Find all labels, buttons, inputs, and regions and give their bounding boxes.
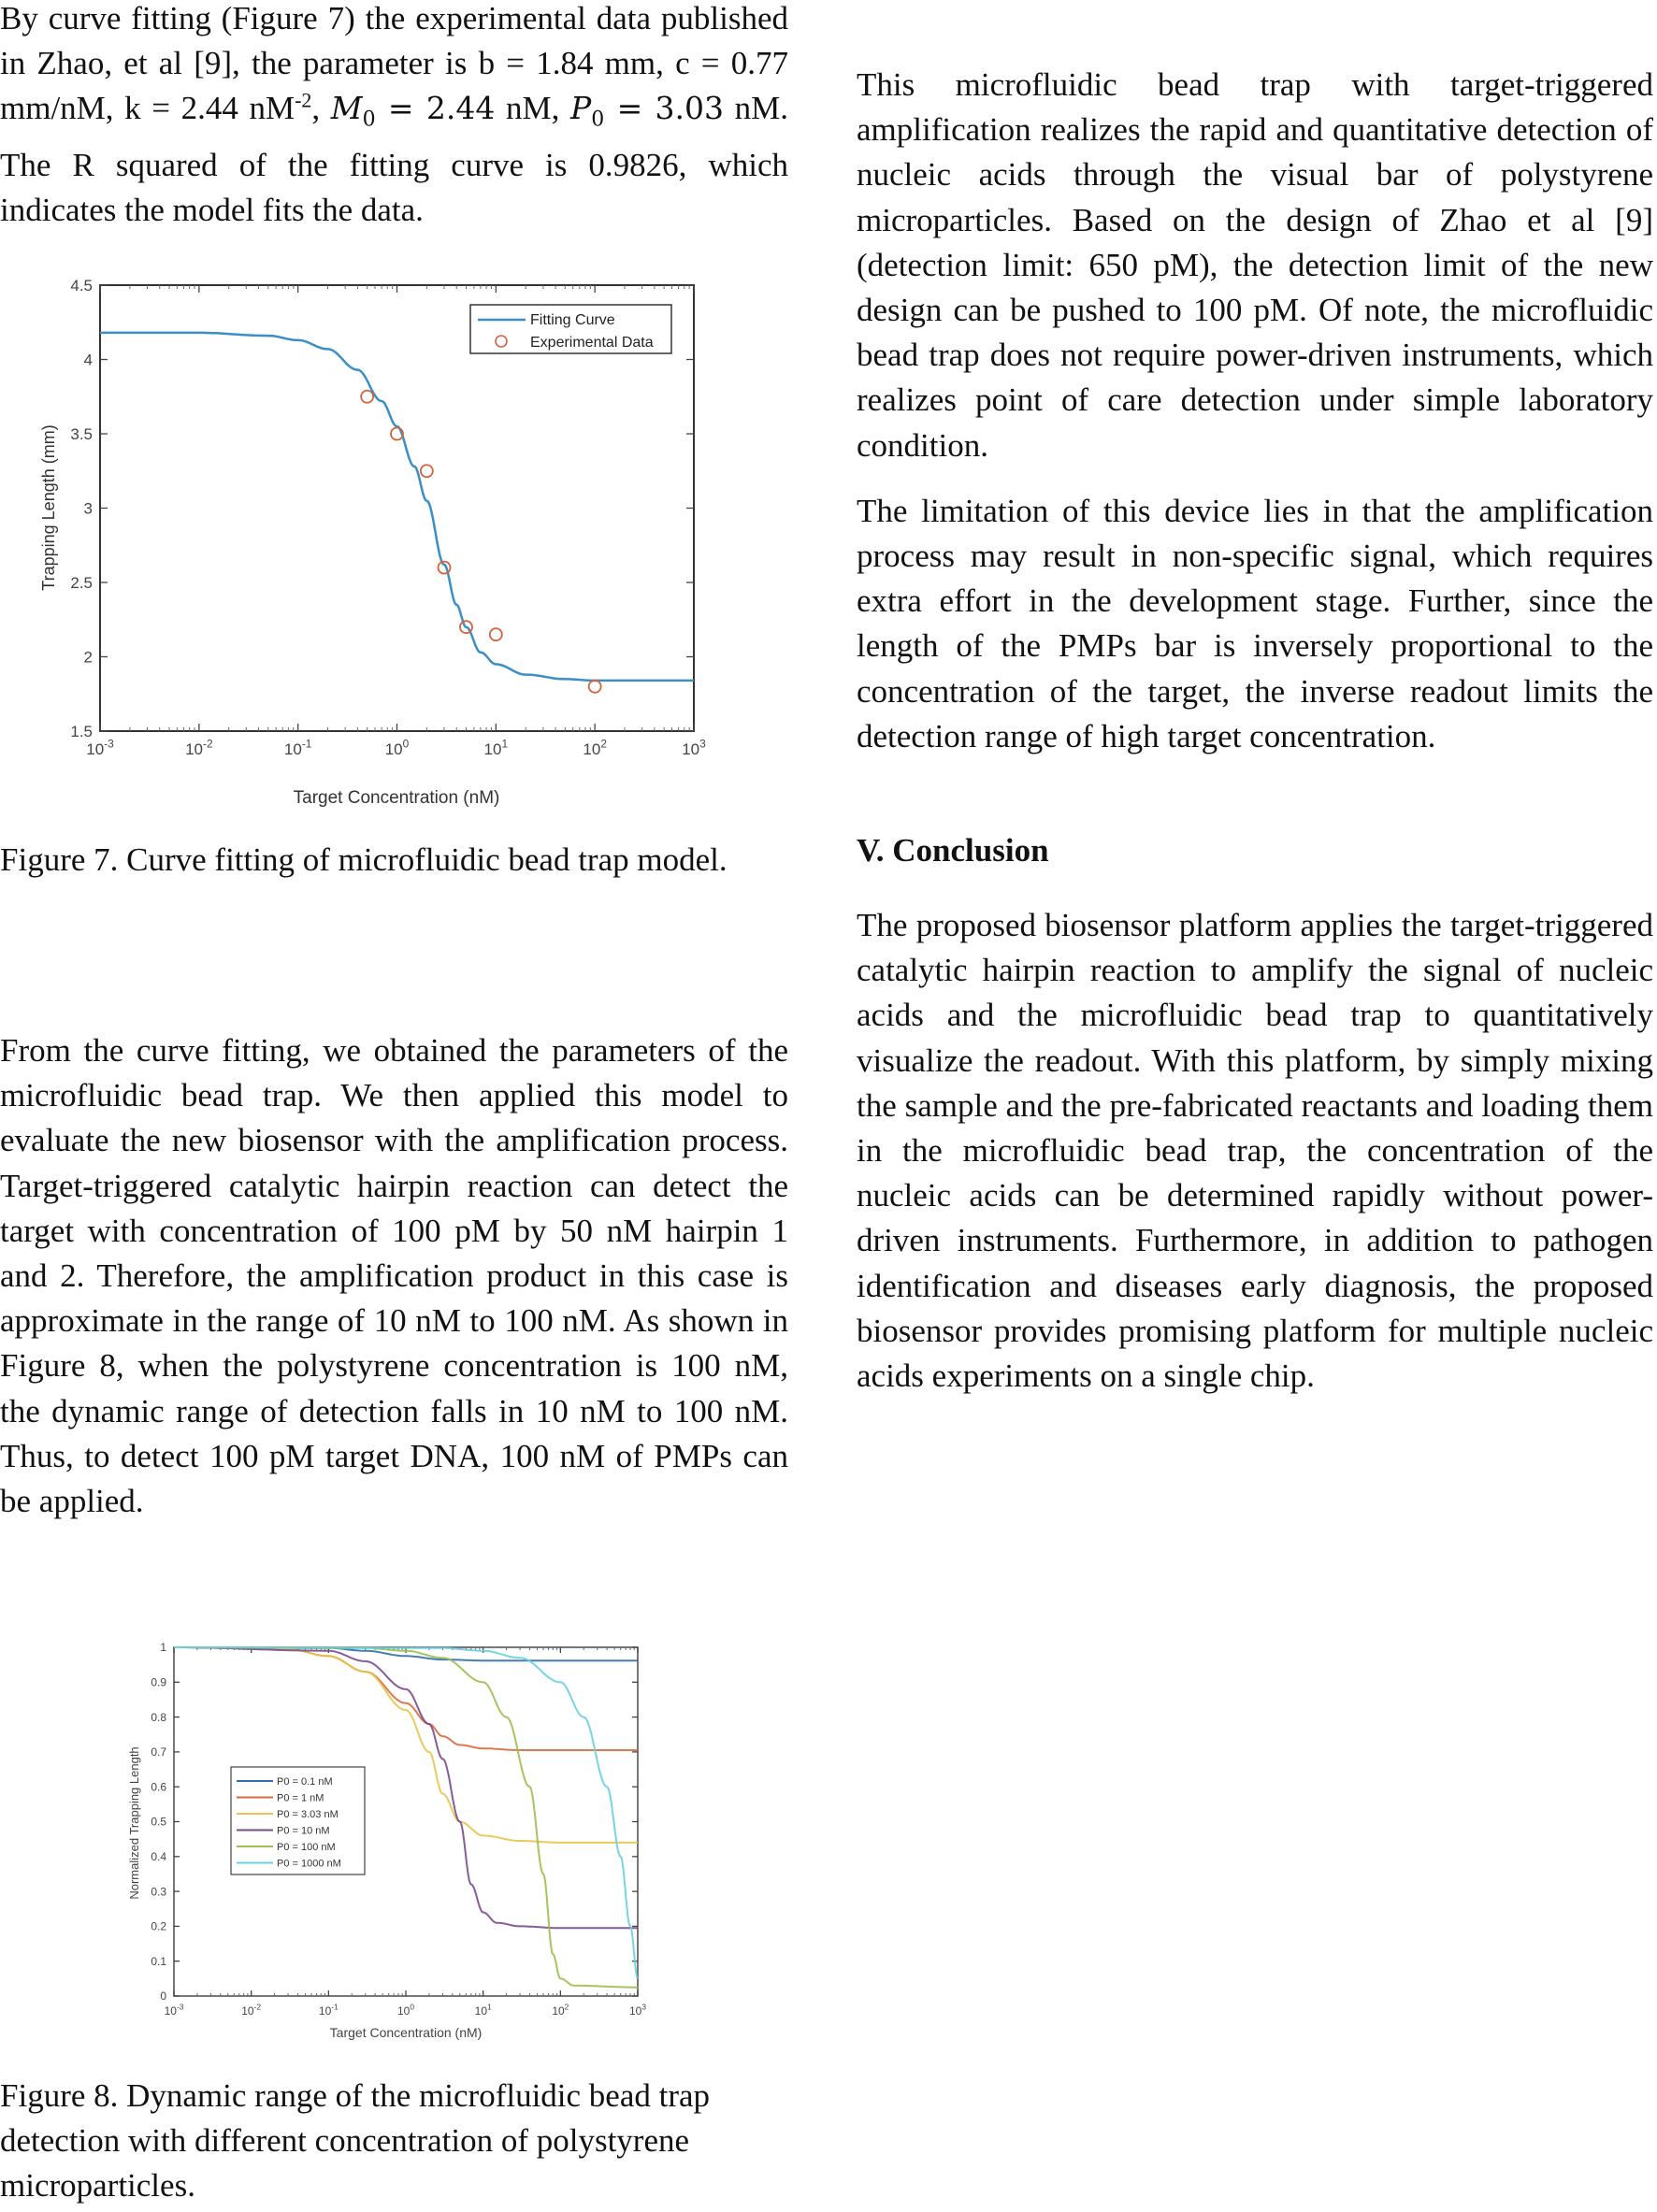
x-tick-label: $10^3$ [682,737,706,758]
y-tick-label: 3.5 [70,424,93,443]
x-tick-label: $10^1$ [483,737,509,758]
x-tick-label: $10^0$ [384,737,410,758]
left-column [0,0,788,234]
figure-8-chart [0,1580,804,2047]
x-tick-label: $10^1$ [474,2002,492,2018]
y-tick-label: 0.6 [151,1780,166,1794]
figure-7-caption-block [0,838,788,883]
y-tick-label: 1.5 [70,722,93,740]
figure-7-experimental-points [361,391,601,693]
x-tick-label: $10^{-3}$ [86,737,114,758]
paragraph-summary: This microfluidic bead trap with target-triggered amplification realizes the rapid and quantitative detection of nucleic acids through the visual bar of polystyrene microparticles. Based on the design of Zhao et al [9] (detection limit: 650 pM), the detection limit of the new design can be pushed to 100 pM. Of note, the microfluidic bead trap does not require power-driven instruments, which realizes point of care detection under simple laboratory condition. [857,66,1653,464]
legend-label: P0 = 100 nM [277,1842,336,1853]
legend-label-fitting-curve: Fitting Curve [530,312,615,328]
figure-7-legend [470,305,671,353]
x-tick-label: $10^2$ [552,2002,569,2018]
data-point-circle-icon [589,681,601,693]
data-point-circle-icon [421,465,433,477]
curve-p0-1-nm [174,1647,638,1750]
legend-label: P0 = 1 nM [277,1792,324,1804]
y-tick-label: 4.5 [70,276,93,294]
paragraph-limitation: The limitation of this device lies in that the amplification process may result in non-specific signal, which requires extra effort in the development stage. Further, since the length of the PMPs bar is inversely proportional to the concentration of the target, the inverse readout limits the detection range of high target concentration. [857,492,1653,754]
legend-label: P0 = 3.03 nM [277,1809,339,1820]
x-tick-label: $10^{-1}$ [318,2002,339,2018]
y-tick-label: 0.5 [151,1815,166,1829]
section-heading-conclusion: V. Conclusion [857,832,1049,869]
legend-label: P0 = 1000 nM [277,1858,341,1870]
y-tick-label: 2 [83,648,93,667]
figure-7-x-axis-label: Target Concentration (nM) [293,788,500,808]
figure-7-chart [0,262,804,813]
y-tick-label: 4 [83,351,93,369]
y-tick-label: 1 [160,1641,166,1655]
figure-7-caption: Figure 7. Curve fitting of microfluidic bead trap model. [0,841,728,878]
figure-8-caption-block [0,2074,788,2209]
paragraph-model-application: From the curve fitting, we obtained the parameters of the microfluidic bead trap. We then applied this model to evaluate the new biosensor with the amplification process. Target-triggered catalytic hairpin reaction can detect the target with concentration of 100 pM by 50 nM hairpin 1 and 2. Therefore, the amplification product in this case is approximate in the range of 10 nM to 100 nM. As shown in Figure 8, when the polystyrene concentration is 100 nM, the dynamic range of detection falls in 10 nM to 100 nM. Thus, to detect 100 pM target DNA, 100 nM of PMPs can be applied. [0,1032,788,1520]
y-tick-label: 0 [160,1989,166,2004]
x-tick-label: $10^2$ [583,737,607,758]
y-tick-label: 2.5 [70,573,93,592]
legend-label-experimental-data: Experimental Data [530,335,654,351]
x-tick-label: $10^0$ [396,2002,415,2018]
legend-label: P0 = 0.1 nM [277,1776,333,1788]
figure-8-legend [231,1767,365,1874]
y-tick-label: 0.3 [151,1885,166,1899]
x-tick-label: $10^{-1}$ [283,737,312,758]
paragraph-curve-fitting-parameters: By curve fitting (Figure 7) the experimental data published in Zhao, et al [9], the parameter is b = 1.84 mm, c = 0.77 mm/nM, k = 2.44 $nM^{-2}$, $M_0 = 2.44$ nM, $P_0 = 3.03$ nM. The R squared of the fitting curve is 0.9826, which indicates the model fits the data. [0,0,789,229]
figure-8-y-axis-label: Normalized Trapping Length [127,1746,141,1900]
y-tick-label: 0.1 [151,1954,166,1968]
y-tick-label: 0.4 [151,1850,166,1863]
figure-7-fitting-curve [100,333,694,681]
legend-label: P0 = 10 nM [277,1825,330,1837]
figure-7-y-axis-label: Trapping Length (mm) [39,424,58,591]
x-tick-label: $10^{-2}$ [185,737,213,758]
x-tick-label: $10^{-2}$ [241,2002,262,2018]
y-tick-label: 0.8 [151,1710,166,1724]
x-tick-label: $10^{-3}$ [164,2002,184,2018]
x-tick-label: $10^3$ [628,2002,647,2018]
figure-8-x-axis-label: Target Concentration (nM) [329,2025,483,2040]
figure-8-caption: Figure 8. Dynamic range of the microfluidic bead trap detection with different concentration of polystyrene microparticles. [0,2077,711,2205]
left-column-body [0,1028,788,1524]
data-point-circle-icon [361,391,373,403]
y-tick-label: 0.9 [151,1675,166,1689]
y-tick-label: 0.2 [151,1919,166,1933]
y-tick-label: 0.7 [151,1745,166,1760]
y-tick-label: 3 [83,499,93,518]
paragraph-conclusion: The proposed biosensor platform applies the target-triggered catalytic hairpin reaction to amplify the signal of nucleic acids and the microfluidic bead trap to quantitatively visualize the readout. With this platform, by simply mixing the sample and the pre-fabricated reactants and loading them in the microfluidic bead trap, the concentration of the nucleic acids can be determined rapidly without power-driven instruments. Furthermore, in addition to pathogen identification and diseases early diagnosis, the proposed biosensor provides promising platform for multiple nucleic acids experiments on a single chip. [857,907,1653,1395]
right-column [857,63,1653,1399]
data-point-circle-icon [490,628,502,640]
